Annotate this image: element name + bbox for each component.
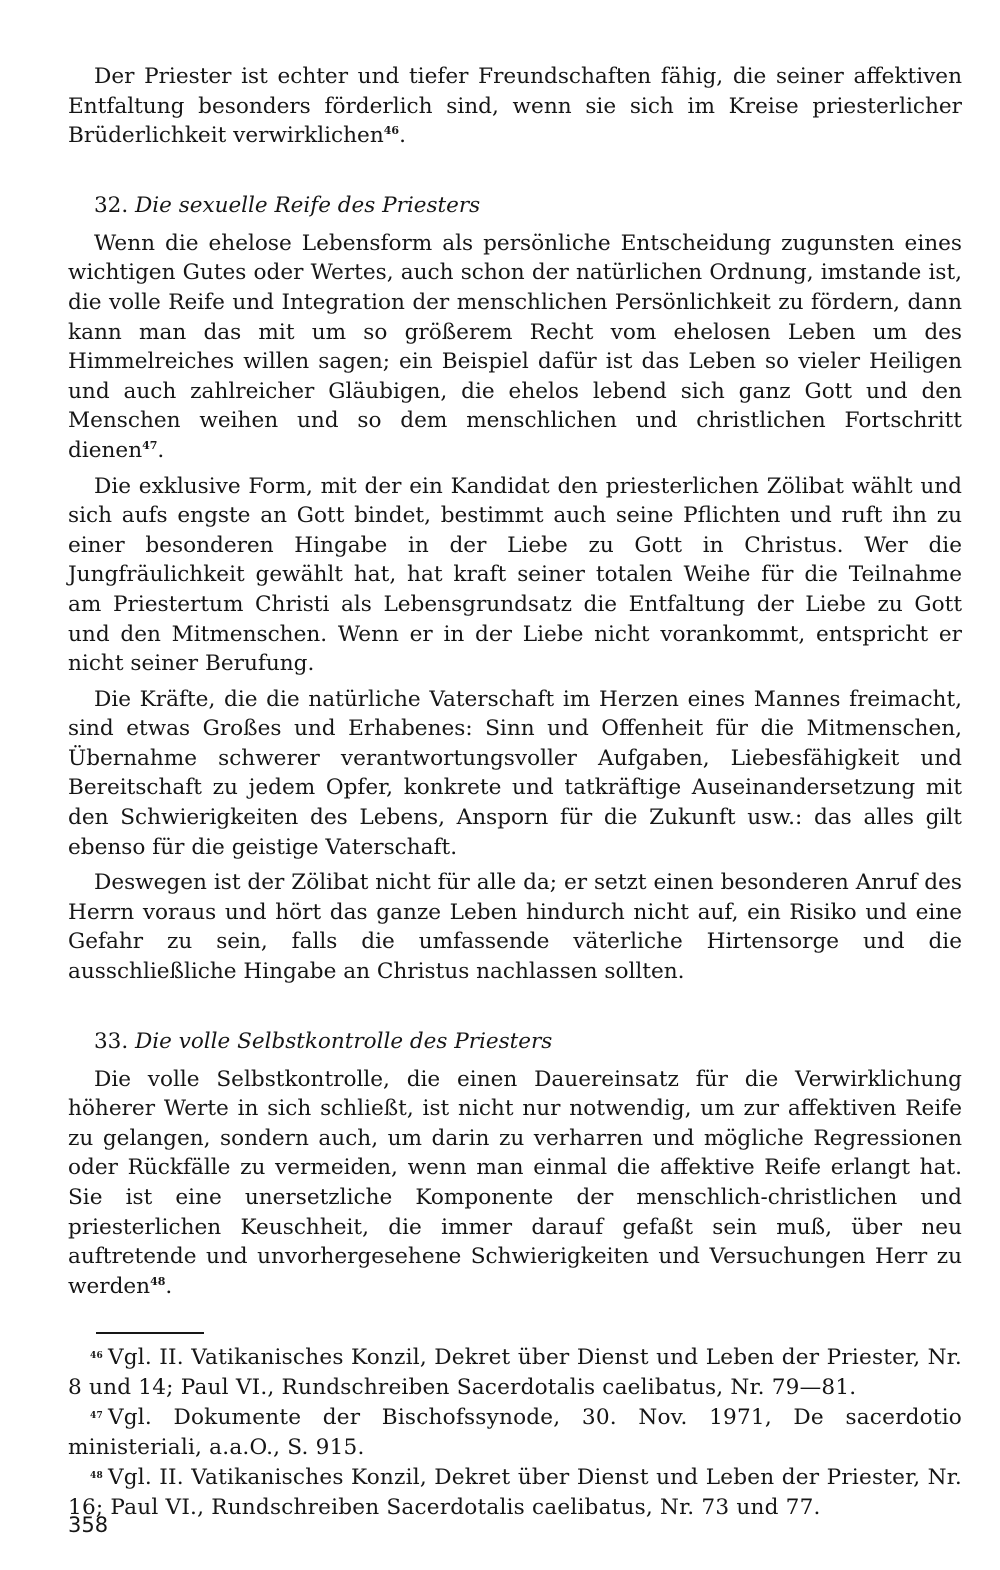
footnote-ref-47[interactable]: 47 xyxy=(142,438,158,452)
section-32-p1-text: Wenn die ehelose Lebensform als persönliche Entscheidung zugunsten eines wichtigen Gutes oder Wertes, auch schon der natürlichen Ordnung, imstande ist, die volle Reife und Integration der menschlichen Persönlichkeit zu fördern, dann kann man das mit um so größerem Recht vom ehelosen Leben um des Himmelreiches willen sagen; ein Beispiel dafür ist das Leben so vieler Heiligen und auch zahlreicher Gläubigen, die ehelos lebend sich ganz Gott und den Menschen weihen und so dem menschlichen und christlichen Fortschritt dienen xyxy=(68,230,962,463)
section-32-heading xyxy=(68,191,962,221)
footnote-ref-48[interactable]: 48 xyxy=(150,1274,166,1288)
intro-text: Der Priester ist echter und tiefer Freundschaften fähig, die seiner affektiven Entfaltung besonders förderlich sind, wenn sie sich im Kreise priesterlicher Brüderlichkeit verwirklichen xyxy=(68,64,962,149)
section-33-heading xyxy=(68,1027,962,1057)
page-number: 358 xyxy=(68,1513,109,1537)
section-32-paragraph-3: Die Kräfte, die die natürliche Vaterschaft im Herzen eines Mannes freimacht, sind etwas Großes und Erhabenes: Sinn und Offenheit für die Mitmenschen, Übernahme schwerer verantwortungsvoller Aufgaben, Liebesfähigkeit und Bereitschaft zu jedem Opfer, konkrete und tatkräftige Auseinandersetzung mit den Schwierigkeiten des Lebens, Ansporn für die Zukunft usw.: das alles gilt ebenso für die geistige Vaterschaft. xyxy=(68,686,962,860)
footnote-mark: 48 xyxy=(90,1471,103,1482)
footnote-text: Vgl. II. Vatikanisches Konzil, Dekret über Dienst und Leben der Priester, Nr. 8 und 14; Paul VI., Rundschreiben Sacerdotalis caelibatus, Nr. 79—81. xyxy=(68,1345,962,1400)
footnote-48 xyxy=(68,1462,962,1522)
section-32-paragraph-4: Deswegen ist der Zölibat nicht für alle da; er setzt einen besonderen Anruf des Herrn voraus und hört das ganze Leben hindurch nicht auf, ein Risiko und eine Gefahr zu sein, falls die umfassende väterliche Hirtensorge und die ausschließliche Hingabe an Christus nachlassen sollten. xyxy=(68,870,962,985)
intro-paragraph xyxy=(68,62,962,151)
section-33-number: 33. xyxy=(94,1028,129,1054)
footnote-text: Vgl. Dokumente der Bischofssynode, 30. Nov. 1971, De sacerdotio ministeriali, a.a.O., S. 915. xyxy=(68,1405,962,1460)
section-32-title: Die sexuelle Reife des Priesters xyxy=(135,192,481,218)
section-32-paragraph-2: Die exklusive Form, mit der ein Kandidat den priesterlichen Zölibat wählt und sich aufs engste an Gott bindet, bestimmt auch seine Pflichten und ruft ihn zu einer besonderen Hingabe in der Liebe zu Gott in Christus. Wer die Jungfräulichkeit gewählt hat, hat kraft seiner totalen Weihe für die Teilnahme am Priestertum Christi als Lebensgrundsatz die Entfaltung der Liebe zu Gott und den Mitmenschen. Wenn er in der Liebe nicht vorankommt, entspricht er nicht seiner Berufung. xyxy=(68,473,962,677)
footnote-46 xyxy=(68,1342,962,1402)
footnote-divider xyxy=(96,1332,204,1334)
section-32-p1-end: . xyxy=(157,437,165,463)
page-body xyxy=(68,62,962,1301)
section-33-p1-text: Die volle Selbstkontrolle, die einen Dauereinsatz für die Verwirklichung höherer Werte in sich schließt, ist nicht nur notwendig, um zur affektiven Reife zu gelangen, sondern auch, um darin zu verharren und mögliche Regressionen oder Rückfälle zu vermeiden, wenn man einmal die affektive Reife erlangt hat. Sie ist eine unersetzliche Komponente der menschlich-christlichen und priesterlichen Keuschheit, die immer darauf gefaßt sein muß, über neu auftretende und unvorhergesehene Schwierigkeiten und Versuchungen Herr zu werden xyxy=(68,1066,962,1299)
footnote-ref-46[interactable]: 46 xyxy=(383,124,400,138)
section-32-number: 32. xyxy=(94,192,129,218)
section-32-paragraph-1 xyxy=(68,229,962,466)
footnote-47 xyxy=(68,1402,962,1462)
intro-end: . xyxy=(399,123,406,149)
footnote-text: Vgl. II. Vatikanisches Konzil, Dekret über Dienst und Leben der Priester, Nr. 16; Paul VI., Rundschreiben Sacerdotalis caelibatus, Nr. 73 und 77. xyxy=(68,1465,962,1520)
footnotes xyxy=(68,1342,962,1523)
footnote-mark: 47 xyxy=(90,1411,103,1422)
section-33-p1-end: . xyxy=(165,1273,173,1299)
section-33-title: Die volle Selbstkontrolle des Priesters xyxy=(135,1028,553,1054)
section-33-paragraph-1 xyxy=(68,1065,962,1302)
footnote-mark: 46 xyxy=(90,1351,103,1361)
